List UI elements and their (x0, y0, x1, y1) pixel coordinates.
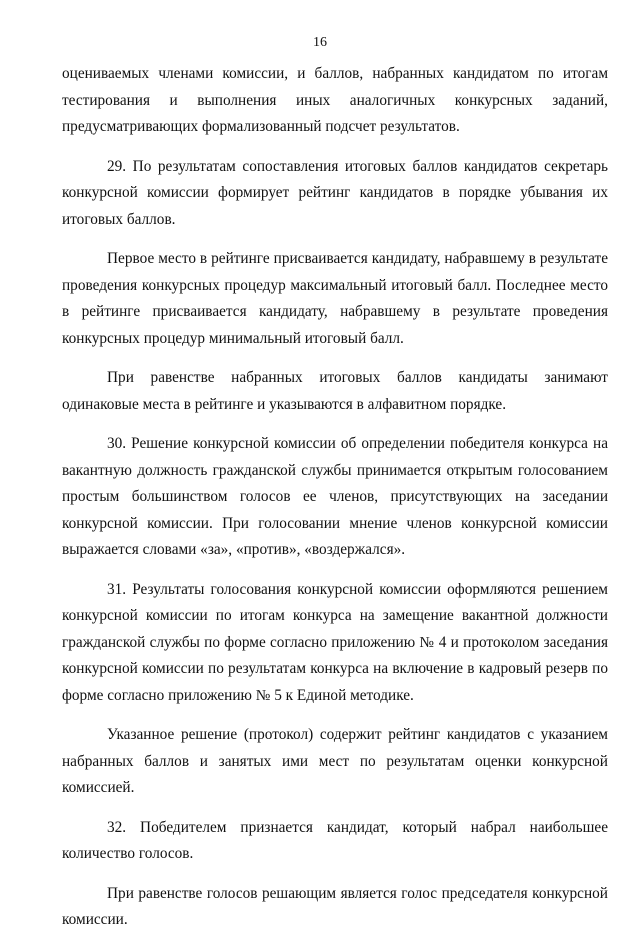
document-body (62, 61, 608, 947)
paragraph-rating-equal: При равенстве набранных итоговых баллов кандидаты занимают одинаковые места в рейтинге и указываются в алфавитном порядке. (62, 369, 608, 413)
page-number: 16 (313, 35, 327, 50)
paragraph-continuation: оцениваемых членами комиссии, и баллов, набранных кандидатом по итогам тестирования и выполнения иных аналогичных конкурсных заданий, предусматривающих формализованный подсчет результатов. (62, 65, 608, 135)
paragraph-decision-content: Указанное решение (протокол) содержит рейтинг кандидатов с указанием набранных баллов и занятых ими мест по результатам оценки конкурсной комиссией. (62, 726, 608, 796)
paragraph-clause-31: 31. Результаты голосования конкурсной комиссии оформляются решением конкурсной комиссии по итогам конкурса на замещение вакантной должности гражданской службы по форме согласно приложению № 4 и протоколом заседания конкурсной комиссии по результатам конкурса на включение в кадровый резерв по форме согласно приложению № 5 к Единой методике. (62, 580, 608, 704)
paragraph-clause-30: 30. Решение конкурсной комиссии об определении победителя конкурса на вакантную должность гражданской службы принимается открытым голосованием простым большинством голосов ее членов, присутствующих на заседании конкурсной комиссии. При голосовании мнение членов конкурсной комиссии выражается словами «за», «против», «воздержался». (62, 435, 608, 558)
paragraph-clause-32: 32. Победителем признается кандидат, который набрал наибольшее количество голосов. (62, 818, 608, 862)
paragraph-tie-vote: При равенстве голосов решающим является голос председателя конкурсной комиссии. (62, 884, 608, 928)
paragraph-clause-29: 29. По результатам сопоставления итоговых баллов кандидатов секретарь конкурсной комиссии формирует рейтинг кандидатов в порядке убывания их итоговых баллов. (62, 157, 608, 228)
paragraph-rating-first-last: Первое место в рейтинге присваивается кандидату, набравшему в результате проведения конкурсных процедур максимальный итоговый балл. Последнее место в рейтинге присваивается кандидату, набравшему в результате проведения конкурсных процедур минимальный итоговый балл. (62, 250, 608, 347)
